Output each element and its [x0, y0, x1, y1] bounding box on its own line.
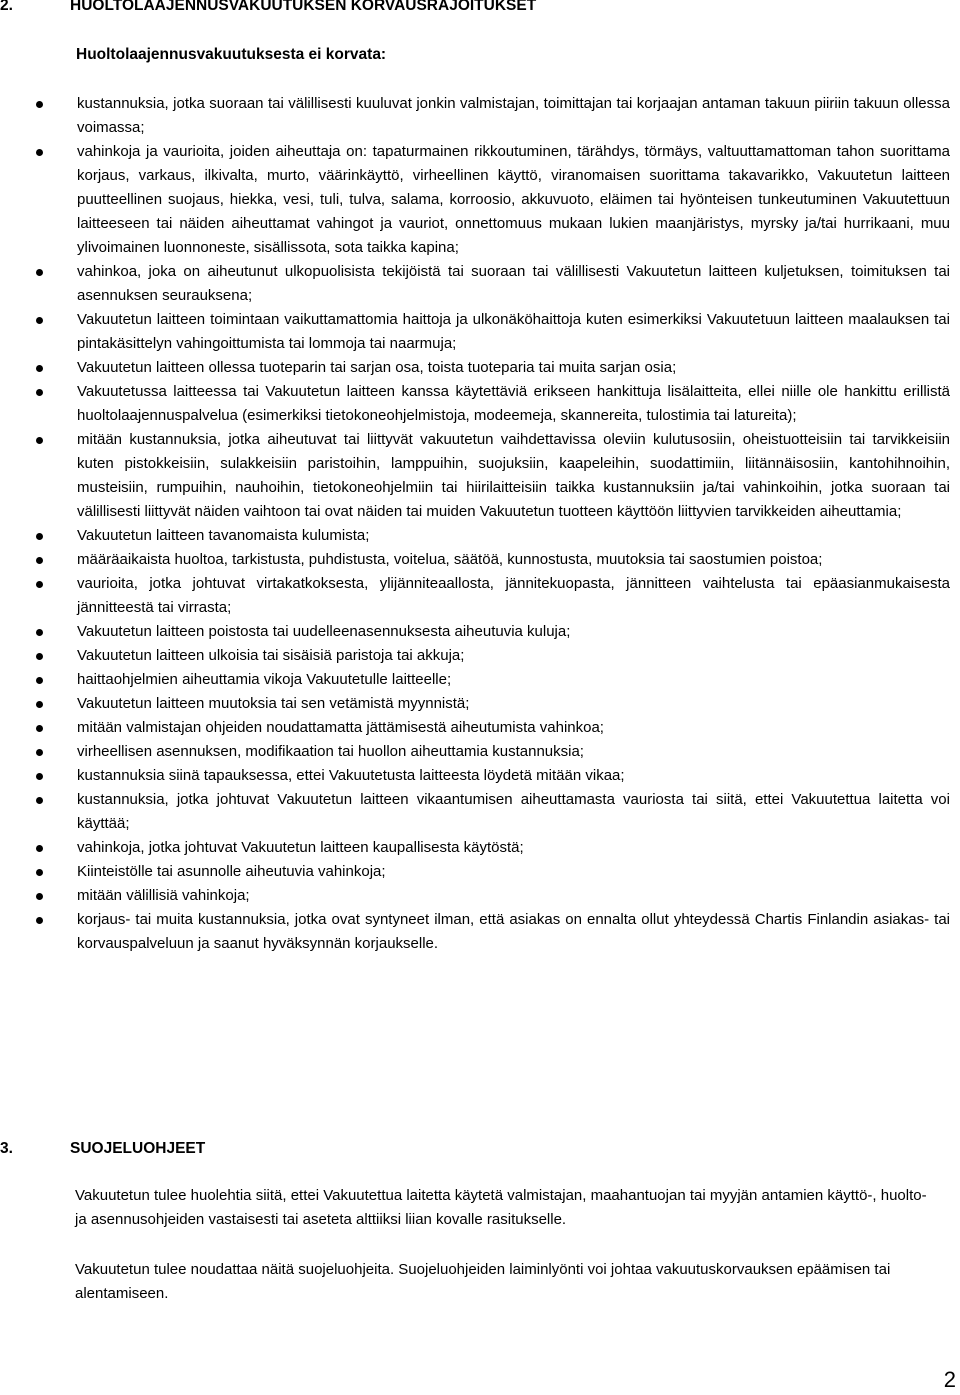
- list-item: [0, 308, 960, 356]
- bullet-icon: [36, 797, 43, 804]
- list-item-text: mitään kustannuksia, jotka aiheutuvat tai liittyvät vakuutetun vaihdettavissa oleviin kulutusosiin, oheistuotteisiin tai tarvikkeisiin kuten pistokkeisiin, sulakkeisiin paristoihin, lamppuihin, suojuksiin, kaapeleihin, suodattimiin, liitännäisosiin, kantohihnoihin, musteisiin, rumpuihin, nauhoihin, tietokoneohjelmiin tai hiirilaitteisiin taikka kustannuksiin ja/tai vahinkoihin, jotka suoraan tai välillisesti liittyvät näiden vaihtoon tai ovat näiden tai muiden Vakuutetun tuotteen käyttöön liittyvien tarvikkeiden aiheuttamia;: [77, 431, 950, 520]
- list-item-text: Vakuutetun laitteen poistosta tai uudelleenasennuksesta aiheutuvia kuluja;: [77, 623, 571, 640]
- list-item-text: virheellisen asennuksen, modifikaation tai huollon aiheuttamia kustannuksia;: [77, 743, 584, 760]
- list-item-text: Vakuutetun laitteen tavanomaista kulumista;: [77, 527, 370, 544]
- bullet-icon: [36, 581, 43, 588]
- section-2-number: 2.: [0, 0, 13, 14]
- list-item: [0, 788, 960, 836]
- list-item-text: Vakuutetun laitteen ulkoisia tai sisäisiä paristoja tai akkuja;: [77, 647, 465, 664]
- list-item: [0, 620, 960, 644]
- list-item: [0, 740, 960, 764]
- bullet-icon: [36, 917, 43, 924]
- list-item: [0, 836, 960, 860]
- list-item-text: kustannuksia, jotka suoraan tai välillisesti kuuluvat jonkin valmistajan, toimittajan tai korjaajan antaman takuun piiriin takuun ollessa voimassa;: [77, 95, 950, 136]
- list-item-text: kustannuksia, jotka johtuvat Vakuutetun laitteen vikaantumisen aiheuttamasta vauriosta tai siitä, ettei Vakuutettua laitetta voi käyttää;: [77, 791, 950, 832]
- list-item: [0, 692, 960, 716]
- bullet-icon: [36, 749, 43, 756]
- section-3-title: SUOJELUOHJEET: [70, 1140, 206, 1157]
- page-number: 2: [943, 1367, 956, 1392]
- list-item: [0, 92, 960, 140]
- list-item-text: mitään valmistajan ohjeiden noudattamatta jättämisestä aiheutumista vahinkoa;: [77, 719, 604, 736]
- list-item: [0, 764, 960, 788]
- list-item: [0, 572, 960, 620]
- section-3-paragraph-1: Vakuutetun tulee huolehtia siitä, ettei Vakuutettua laitetta käytetä valmistajan, maahantuojan tai myyjän antamien käyttö-, huolto- ja asennusohjeiden vastaisesti tai aseteta alttiiksi liian kovalle rasitukselle.: [75, 1187, 927, 1228]
- section-3-paragraph-2: Vakuutetun tulee noudattaa näitä suojeluohjeita. Suojeluohjeiden laiminlyönti voi johtaa vakuutuskorvauksen epäämisen tai alentamiseen.: [75, 1261, 891, 1302]
- list-item-text: mitään välillisiä vahinkoja;: [77, 887, 250, 904]
- section-3-number: 3.: [0, 1140, 13, 1157]
- list-item-text: Vakuutetun laitteen ollessa tuoteparin tai sarjan osa, toista tuoteparia tai muita sarjan osia;: [77, 359, 677, 376]
- exclusions-list: [0, 92, 960, 956]
- list-item: [0, 356, 960, 380]
- list-item-text: Vakuutetun laitteen muutoksia tai sen vetämistä myynnistä;: [77, 695, 470, 712]
- list-item: [0, 260, 960, 308]
- bullet-icon: [36, 845, 43, 852]
- list-item-text: Vakuutetun laitteen toimintaan vaikuttamattomia haittoja ja ulkonäköhaittoja kuten esimerkiksi Vakuutetuun laitteen maalauksen tai pintakäsittelyn vahingoittumista tai lommoja tai naarmuja;: [77, 311, 950, 352]
- bullet-icon: [36, 893, 43, 900]
- list-item-text: vahinkoja, jotka johtuvat Vakuutetun laitteen kaupallisesta käytöstä;: [77, 839, 524, 856]
- list-item: [0, 884, 960, 908]
- list-item-text: haittaohjelmien aiheuttamia vikoja Vakuutetulle laitteelle;: [77, 671, 452, 688]
- list-item-text: vahinkoja ja vaurioita, joiden aiheuttaja on: tapaturmainen rikkoutuminen, tärähdys, törmäys, valtuuttamattoman tahon suorittama korjaus, varkaus, ilkivalta, murto, väärinkäyttö, virheellinen käyttö, viranomaisen suorittama takavarikko, Vakuutetun laitteen puutteellinen suojaus, hiekka, vesi, tuli, tulva, salama, korroosio, akkuvuoto, eläimen tai hyönteisen tunkeutuminen Vakuutettuun laitteeseen tai näiden aiheuttamat vahingot ja vauriot, onnettomuus mukaan lukien maanjäristys, myrsky ja/tai hurrikaani, muu ylivoimainen luonnoneste, sisällissota, sota taikka kapina;: [77, 143, 950, 256]
- bullet-icon: [36, 365, 43, 372]
- list-item-text: Vakuutetussa laitteessa tai Vakuutetun laitteen kanssa käytettäviä erikseen hankittuja lisälaitteita, ellei niille ole hankittu erillistä huoltolaajennuspalvelua (esimerkiksi tietokoneohjelmistoja, modeemeja, skannereita, tulostimia tai latureita);: [77, 383, 950, 424]
- bullet-icon: [36, 653, 43, 660]
- list-item: [0, 524, 960, 548]
- bullet-icon: [36, 317, 43, 324]
- list-item: [0, 380, 960, 428]
- bullet-icon: [36, 269, 43, 276]
- list-item-text: määräaikaista huoltoa, tarkistusta, puhdistusta, voitelua, säätöä, kunnostusta, muutoksia tai saostumien poistoa;: [77, 551, 823, 568]
- bullet-icon: [36, 389, 43, 396]
- list-item-text: Kiinteistölle tai asunnolle aiheutuvia vahinkoja;: [77, 863, 386, 880]
- bullet-icon: [36, 869, 43, 876]
- bullet-icon: [36, 557, 43, 564]
- bullet-icon: [36, 533, 43, 540]
- list-item-text: vaurioita, jotka johtuvat virtakatkoksesta, ylijänniteaallosta, jännitekuopasta, jännitteen vaihtelusta tai epäasianmukaisesta jännitteestä tai virrasta;: [77, 575, 950, 616]
- bullet-icon: [36, 437, 43, 444]
- list-item: [0, 908, 960, 956]
- list-item: [0, 860, 960, 884]
- list-item-text: korjaus- tai muita kustannuksia, jotka ovat syntyneet ilman, että asiakas on ennalta ollut yhteydessä Chartis Finlandin asiakas- tai korvauspalveluun ja saanut hyväksynnän korjaukselle.: [77, 911, 950, 952]
- section-3-heading: [0, 1137, 205, 1161]
- list-item: [0, 428, 960, 524]
- section-2-title: HUOLTOLAAJENNUSVAKUUTUKSEN KORVAUSRAJOITUKSET: [70, 0, 537, 14]
- bullet-icon: [36, 773, 43, 780]
- list-item-text: vahinkoa, joka on aiheutunut ulkopuolisista tekijöistä tai suoraan tai välillisesti Vakuutetun laitteen kuljetuksen, toimituksen tai asennuksen seurauksena;: [77, 263, 950, 304]
- list-item: [0, 668, 960, 692]
- list-item: [0, 716, 960, 740]
- bullet-icon: [36, 149, 43, 156]
- list-item: [0, 548, 960, 572]
- list-item: [0, 140, 960, 260]
- bullet-icon: [36, 101, 43, 108]
- bullet-icon: [36, 677, 43, 684]
- list-item-text: kustannuksia siinä tapauksessa, ettei Vakuutetusta laitteesta löydetä mitään vikaa;: [77, 767, 625, 784]
- section-2-subtitle: Huoltolaajennusvakuutuksesta ei korvata:: [76, 46, 387, 63]
- section-2-heading: [0, 0, 536, 18]
- list-item: [0, 644, 960, 668]
- bullet-icon: [36, 701, 43, 708]
- bullet-icon: [36, 629, 43, 636]
- bullet-icon: [36, 725, 43, 732]
